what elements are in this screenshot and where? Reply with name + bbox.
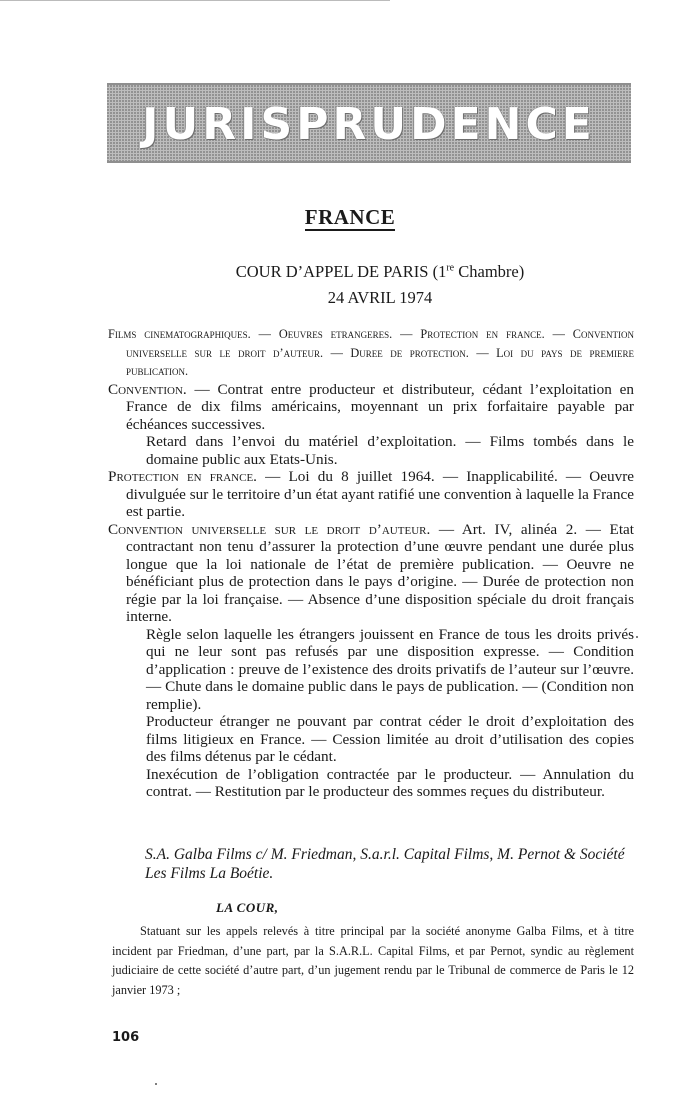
convention-paragraph: Retard dans l’envoi du matériel d’exploitation. — Films tombés dans le domaine public aux Etats-Unis. (146, 433, 634, 468)
protection-text: — Loi du 8 juillet 1964. — Inapplicabilité. — Oeuvre divulguée sur le territoire d’un état ayant ratifié une convention à laquelle la France est partie. (126, 468, 634, 520)
summary-universal-convention (108, 521, 634, 801)
universal-convention-paragraph-3: Inexécution de l’obligation contractée par le producteur. — Annulation du contrat. — Restitution par le producteur des sommes reçues du distributeur. (146, 765, 634, 800)
court-name: COUR D’APPEL DE PARIS (1 (235, 262, 447, 281)
convention-lead: Convention. (108, 380, 187, 398)
country-heading (0, 205, 700, 230)
court-chamber: Chambre) (454, 262, 525, 281)
judgment-text: Statuant sur les appels relevés à titre principal par la société anonyme Galba Films, et à titre incident par Friedman, d’une part, par la S.A.R.L. Capital Films, et par Pernot, syndic au règlement judiciaire de cette société d’autre part, d’un jugement rendu par le Tribunal de commerce de Paris le 12 janvier 1973 ; (112, 924, 634, 997)
case-parties: S.A. Galba Films c/ M. Friedman, S.a.r.l. Capital Films, M. Pernot & Société Les Films La Boétie. (145, 846, 625, 882)
judgment-heading: LA COUR, (216, 900, 279, 915)
protection-lead: Protection en france. (108, 468, 257, 485)
decision-date: 24 AVRIL 1974 (327, 288, 433, 307)
convention-text: — Contrat entre producteur et distributeur, cédant l’exploitation en France de dix films américains, moyennant un prix forfaitaire payable par échéances successives. (126, 380, 634, 433)
top-rule (0, 0, 390, 1)
court-heading (0, 262, 700, 282)
summary-keywords (108, 325, 634, 381)
banner-title: JURISPRUDENCE (142, 98, 596, 150)
print-speck (636, 636, 638, 638)
universal-convention-text: — Art. IV, alinéa 2. — Etat contractant non tenu d’assurer la protection d’une œuvre pendant une durée plus longue que la loi nationale de l’état de première publication. — Oeuvre ne bénéficiant plus de protection dans le pays d’origine. — Durée de protection non régie par la loi française. — Absence d’une disposition spéciale du droit français interne. (126, 520, 635, 625)
summary-protection (108, 468, 634, 521)
keywords-text: Films cinematographiques. — Oeuvres etrangeres. — Protection en france. — Convention universelle sur le droit d’auteur. — Duree de protection. — Loi du pays de premiere publication. (108, 327, 634, 378)
court-superscript: re (446, 262, 455, 274)
headnote-summary (108, 325, 634, 801)
jurisprudence-banner (107, 83, 631, 163)
universal-convention-lead: Convention universelle sur le droit d’auteur. (108, 520, 431, 538)
print-speck (155, 1083, 157, 1085)
summary-convention (108, 381, 634, 469)
country-title: FRANCE (304, 205, 396, 229)
universal-convention-paragraph-1: Règle selon laquelle les étrangers jouissent en France de tous les droits privés qui ne leur sont pas refusés par une disposition expresse. — Condition d’application : preuve de l’existence des droits privatifs de l’auteur sur l’œuvre. — Chute dans le domaine public dans le pays de publication. — (Condition non remplie). (146, 625, 634, 713)
universal-convention-paragraph-2: Producteur étranger ne pouvant par contrat céder le droit d’exploitation des films litigieux en France. — Cession limitée au droit d’utilisation des copies des films détenus par le cédant. (146, 713, 634, 765)
page-number: 106 (112, 1030, 140, 1045)
